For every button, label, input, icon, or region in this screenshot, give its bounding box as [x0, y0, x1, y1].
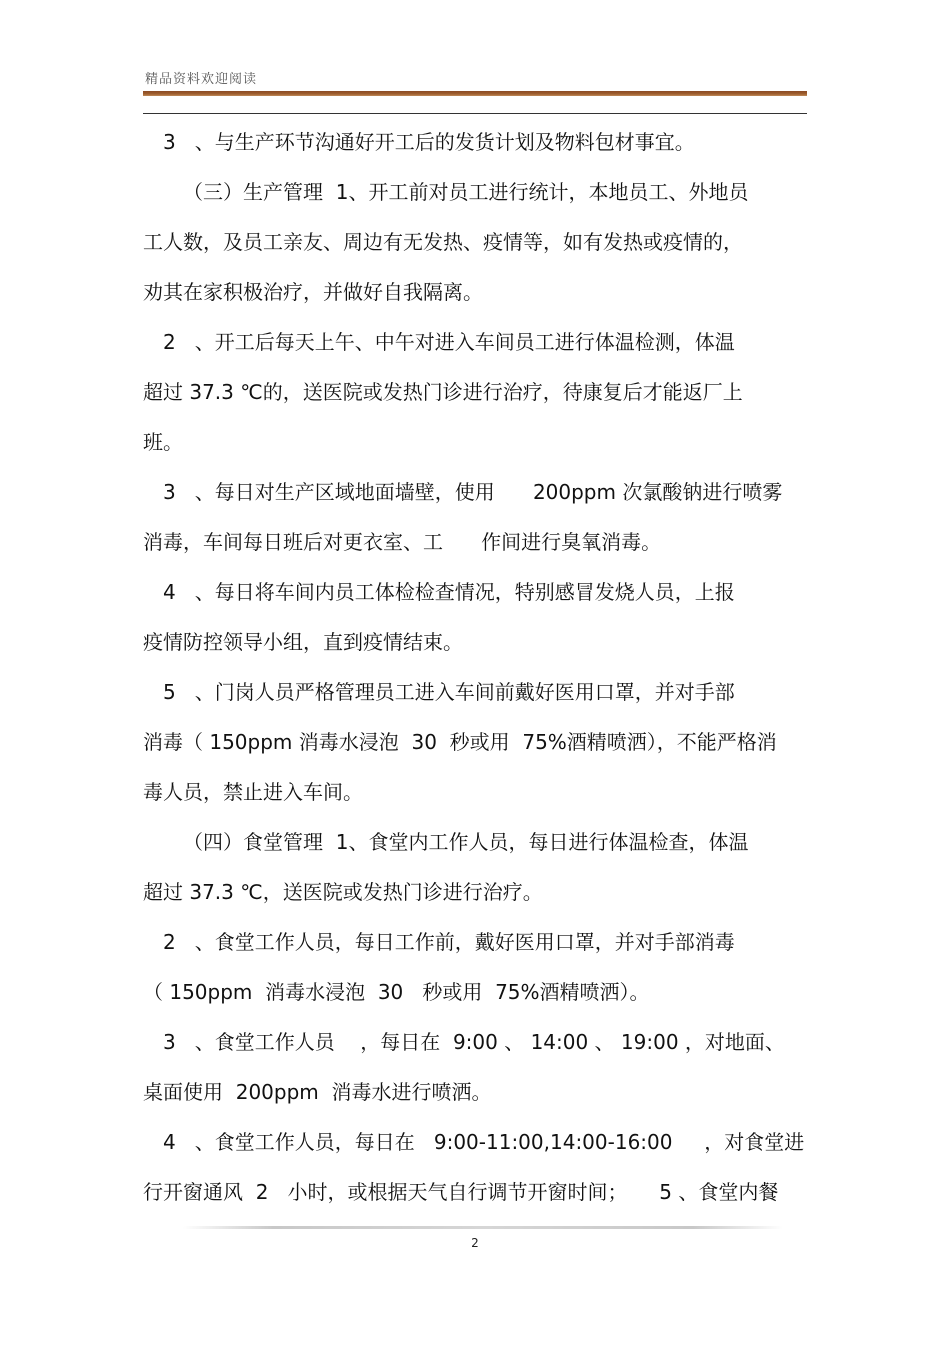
body-line: （三）生产管理 1、开工前对员工进行统计，本地员工、外地员 — [183, 180, 749, 204]
body-line: 桌面使用 200ppm 消毒水进行喷洒。 — [143, 1080, 492, 1104]
body-line: 劝其在家积极治疗，并做好自我隔离。 — [143, 280, 483, 304]
footer-rule — [183, 1226, 783, 1229]
body-line: 4 、食堂工作人员，每日在 9:00-11:00,14:00-16:00 ，对食堂进 — [163, 1130, 805, 1154]
header-rule-thick — [143, 91, 807, 96]
body-line: 消毒，车间每日班后对更衣室、工 作间进行臭氧消毒。 — [143, 530, 662, 554]
body-line: 超过 37.3 ℃，送医院或发热门诊进行治疗。 — [143, 880, 543, 904]
body-line: 4 、每日将车间内员工体检检查情况，特别感冒发烧人员，上报 — [163, 580, 735, 604]
body-line: 3 、与生产环节沟通好开工后的发货计划及物料包材事宜。 — [163, 130, 695, 154]
body-line: 疫情防控领导小组，直到疫情结束。 — [143, 630, 463, 654]
header-text: 精品资料欢迎阅读 — [145, 72, 258, 87]
page-number: 2 — [471, 1236, 479, 1250]
body-line: 班。 — [143, 430, 183, 454]
body-line: 2 、开工后每天上午、中午对进入车间员工进行体温检测，体温 — [163, 330, 735, 354]
body-line: 超过 37.3 ℃的，送医院或发热门诊进行治疗，待康复后才能返厂上 — [143, 380, 743, 404]
body-line: 5 、门岗人员严格管理员工进入车间前戴好医用口罩，并对手部 — [163, 680, 735, 704]
body-line: 毒人员，禁止进入车间。 — [143, 780, 363, 804]
body-line: 3 、每日对生产区域地面墙壁，使用 200ppm 次氯酸钠进行喷雾 — [163, 480, 783, 504]
body-line: （四）食堂管理 1、食堂内工作人员，每日进行体温检查，体温 — [183, 830, 749, 854]
body-line: 2 、食堂工作人员，每日工作前，戴好医用口罩，并对手部消毒 — [163, 930, 735, 954]
body-line: 3 、食堂工作人员 ，每日在 9:00 、 14:00 、 19:00 ，对地面、 — [163, 1030, 785, 1054]
body-line: 工人数，及员工亲友、周边有无发热、疫情等，如有发热或疫情的， — [143, 230, 743, 254]
body-line: （ 150ppm 消毒水浸泡 30 秒或用 75%酒精喷洒）。 — [143, 980, 650, 1004]
body-line: 行开窗通风 2 小时，或根据天气自行调节开窗时间； 5 、食堂内餐 — [143, 1180, 779, 1204]
body-line: 消毒（ 150ppm 消毒水浸泡 30 秒或用 75%酒精喷洒），不能严格消 — [143, 730, 777, 754]
header-rule-thin — [143, 113, 807, 114]
